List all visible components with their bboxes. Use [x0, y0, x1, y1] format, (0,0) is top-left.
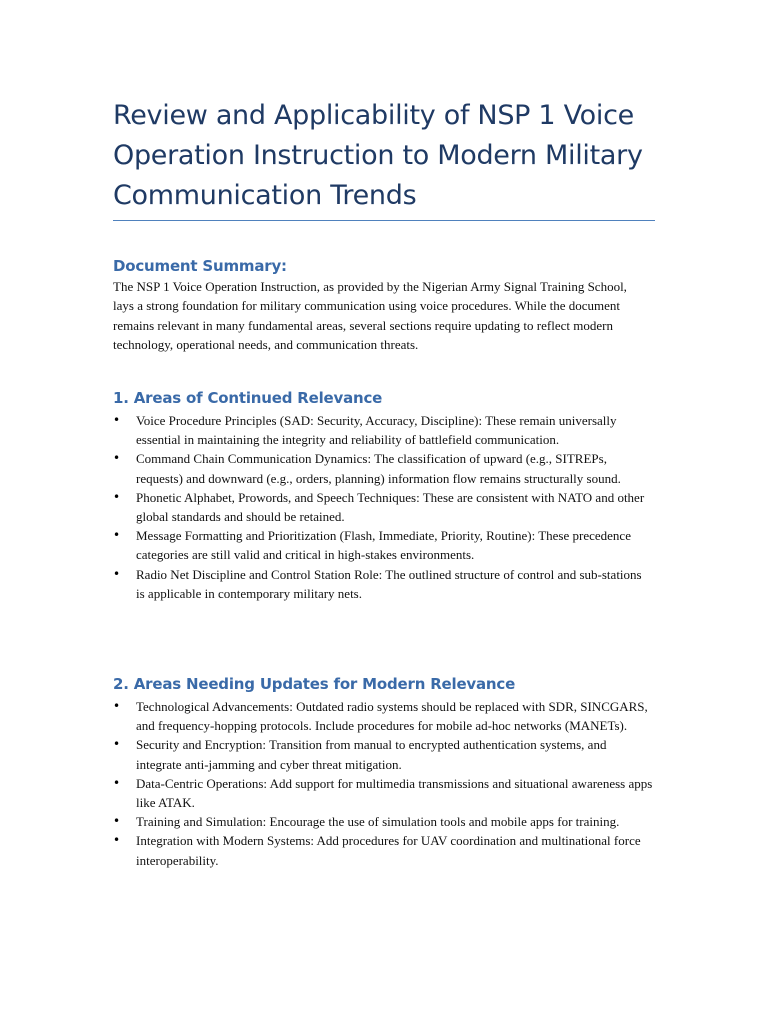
list-item-text: Radio Net Discipline and Control Station Role: The outlined structure of control and sub-stations is applicable in contemporary military nets.: [136, 566, 642, 601]
bullet-icon: •: [113, 528, 121, 543]
list-item: [113, 411, 653, 449]
list-item-text: Integration with Modern Systems: Add procedures for UAV coordination and multinational force interoperability.: [136, 833, 641, 868]
bullet-icon: •: [113, 566, 121, 581]
section-1-list: [113, 411, 653, 603]
title-divider: [113, 220, 655, 221]
list-item: [113, 449, 653, 487]
bullet-icon: •: [113, 814, 121, 829]
document-title: Review and Applicability of NSP 1 Voice Operation Instruction to Modern Military Communication Trends: [113, 100, 643, 211]
list-item-text: Phonetic Alphabet, Prowords, and Speech Techniques: These are consistent with NATO and other global standards and should be retained.: [136, 489, 645, 525]
list-item-text: Message Formatting and Prioritization (Flash, Immediate, Priority, Routine): These precedence categories are still valid and critical in high-stakes environments.: [136, 528, 631, 563]
bullet-icon: •: [113, 775, 121, 790]
bullet-icon: •: [113, 413, 121, 427]
list-item-text: Training and Simulation: Encourage the use of simulation tools and mobile apps for training.: [136, 814, 620, 830]
list-item: [113, 488, 653, 526]
section-2-heading: 2. Areas Needing Updates for Modern Relevance: [113, 675, 516, 693]
list-item: [113, 735, 653, 773]
list-item: [113, 774, 653, 812]
bullet-icon: •: [113, 737, 121, 752]
list-item: [113, 565, 653, 603]
list-item: [113, 526, 653, 564]
bullet-icon: •: [113, 451, 121, 466]
bullet-icon: •: [113, 833, 121, 848]
list-item: [113, 812, 653, 831]
list-item-text: Voice Procedure Principles (SAD: Security, Accuracy, Discipline): These remain universally essential in maintaining the integrity and reliability of battlefield communication.: [136, 413, 617, 448]
summary-heading: Document Summary:: [113, 257, 287, 275]
section-1-heading: 1. Areas of Continued Relevance: [113, 389, 383, 407]
section-2-list: [113, 697, 653, 870]
list-item-text: Security and Encryption: Transition from manual to encrypted authentication systems, and integrate anti-jamming and cyber threat mitigation.: [136, 737, 607, 772]
list-item: [113, 831, 653, 869]
bullet-icon: •: [113, 699, 121, 713]
list-item-text: Technological Advancements: Outdated radio systems should be replaced with SDR, SINCGARS, and frequency-hopping protocols. Include procedures for mobile ad-hoc networks (MANETs).: [136, 699, 648, 734]
list-item-text: Data-Centric Operations: Add support for multimedia transmissions and situational awareness apps like ATAK.: [136, 775, 653, 811]
summary-paragraph: The NSP 1 Voice Operation Instruction, as provided by the Nigerian Army Signal Training School, lays a strong foundation for military communication using voice procedures. While the document remains relevant in many fundamental areas, several sections require updating to reflect modern technology, operational needs, and communication threats.: [113, 279, 627, 352]
bullet-icon: •: [113, 489, 121, 504]
list-item: [113, 697, 653, 735]
list-item-text: Command Chain Communication Dynamics: The classification of upward (e.g., SITREPs, requests) and downward (e.g., orders, planning) information flow remains structurally sound.: [136, 451, 621, 486]
